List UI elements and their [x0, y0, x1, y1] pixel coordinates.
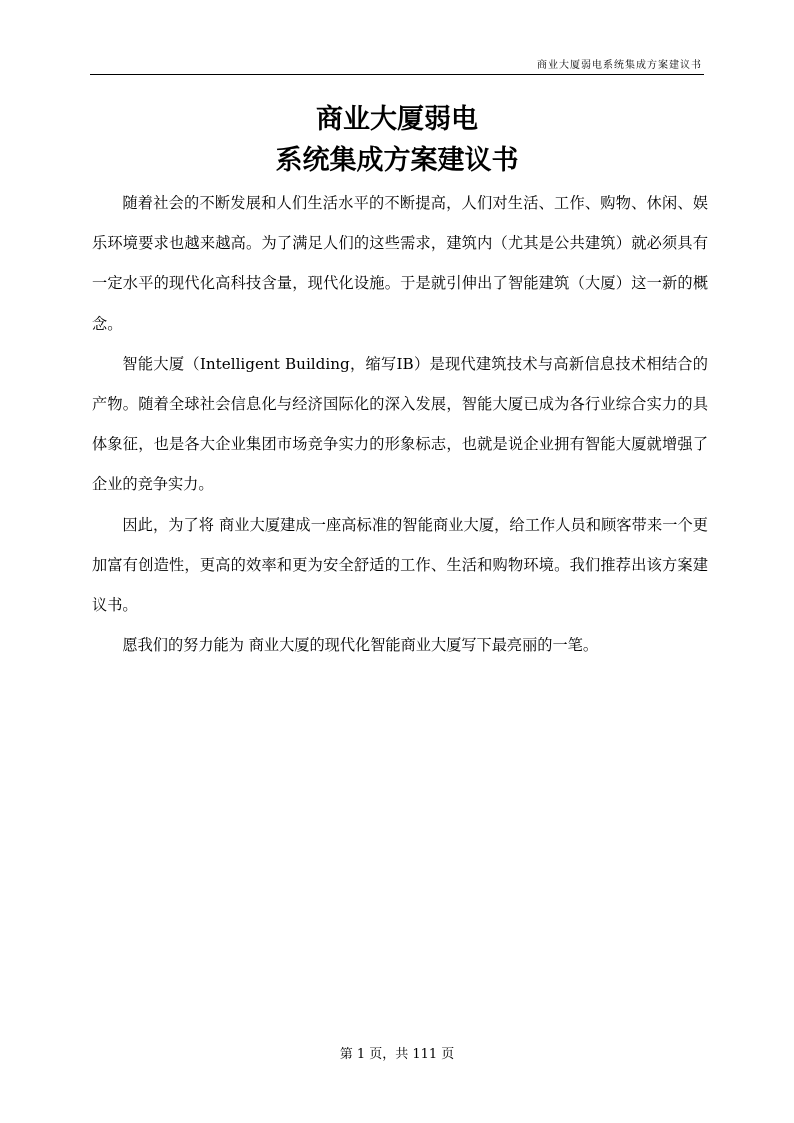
document-title-line-2: 系统集成方案建议书 — [275, 145, 519, 176]
page-number-footer: 第 1 页，共 111 页 — [339, 1047, 455, 1062]
document-title-line-1: 商业大厦弱电 — [316, 104, 478, 135]
paragraph-intro: 随着社会的不断发展和人们生活水平的不断提高，人们对生活、工作、购物、休闲、娱乐环境要求也越来越高。为了满足人们的这些需求，建筑内（尤其是公共建筑）就必须具有一定水平的现代化高科技含量，现代化设施。于是就引伸出了智能建筑（大厦）这一新的概念。 — [92, 194, 708, 333]
paragraph-closing: 愿我们的努力能为 商业大厦的现代化智能商业大厦写下最亮丽的一笔。 — [122, 636, 599, 655]
document-body — [92, 183, 708, 665]
paragraph-intelligent-building: 智能大厦（Intelligent Building，缩写IB）是现代建筑技术与高新信息技术相结合的产物。随着全球社会信息化与经济国际化的深入发展，智能大厦已成为各行业综合实力的具体象征，也是各大企业集团市场竞争实力的形象标志，也就是说企业拥有智能大厦就增强了企业的竞争实力。 — [92, 354, 708, 494]
paragraph-purpose: 因此，为了将 商业大厦建成一座高标准的智能商业大厦，给工作人员和顾客带来一个更加富有创造性，更高的效率和更为安全舒适的工作、生活和购物环境。我们推荐出该方案建议书。 — [92, 515, 708, 615]
running-header-title: 商业大厦弱电系统集成方案建议书 — [537, 60, 702, 71]
page-header — [90, 52, 704, 75]
